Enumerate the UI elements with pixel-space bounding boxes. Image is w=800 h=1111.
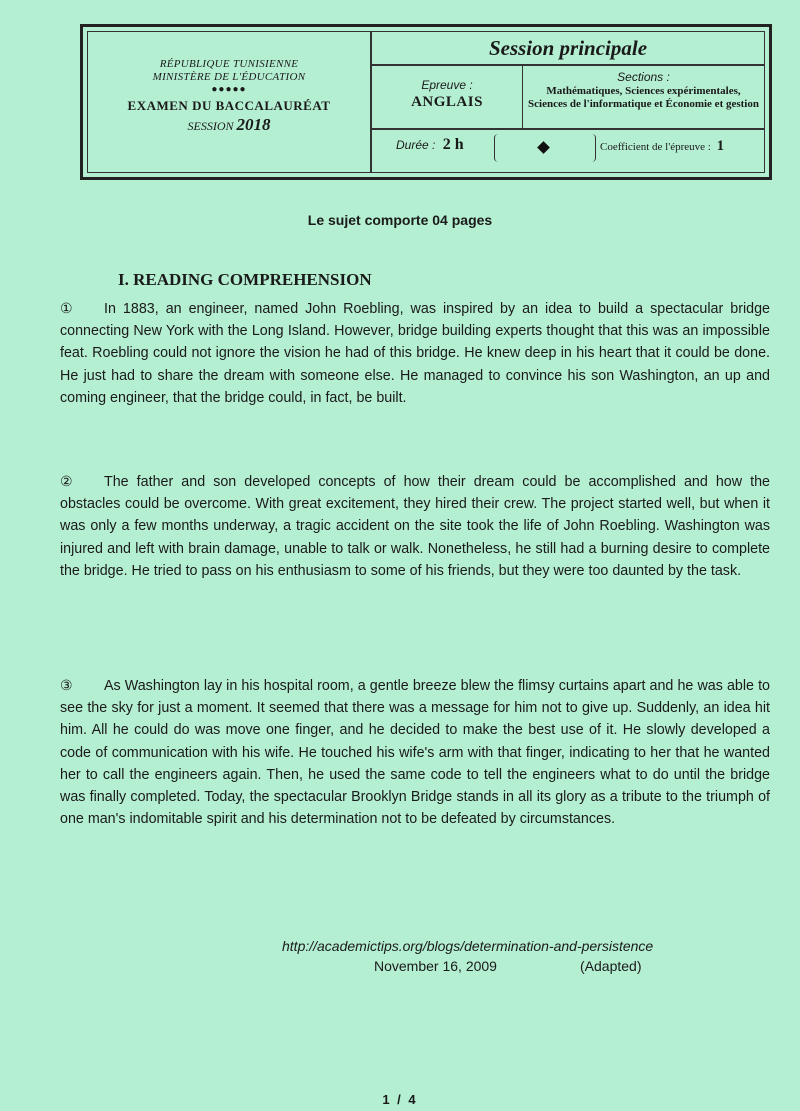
dots-separator: ●●●●● [211,84,247,95]
header-inner-frame [87,31,765,173]
source-url: http://academictips.org/blogs/determination-and-persistence [282,938,654,954]
paragraph-text: The father and son developed concepts of how their dream could be accomplished and how the obstacles could be overcome. With great excitement, they hired their crew. The project started well, but when it was only a few months underway, a tragic accident on the site took the life of John Roebling. Washington was injured and left with brain damage, unable to talk or walk. Nonetheless, he still had a burning desire to complete the bridge. He tried to pass on his enthusiasm to some of his friends, but they were too daunted by the task. [60,474,770,579]
duree-label: Durée : [396,138,436,152]
sections-value: Mathématiques, Sciences expérimentales, Sciences de l'informatique et Économie et gestion [528,85,759,110]
paragraph-number: ② [60,473,73,489]
exam-header-box [80,24,772,180]
paragraph-number: ① [60,300,73,316]
paragraph-text: In 1883, an engineer, named John Roebling, was inspired by an idea to build a spectacular bridge connecting New York with the Long Island. However, bridge building experts thought that this was an impossible feat. Roebling could not ignore the vision he had of this bridge. He knew deep in his heart that it could be done. He just had to share the dream with someone else. He managed to convince his son Washington, an up and coming engineer, that the bridge could, in fact, be built. [60,301,770,406]
session-label: SESSION [187,119,234,133]
epreuve-value: ANGLAIS [411,94,483,110]
ministry-label: MINISTÈRE DE L'ÉDUCATION [152,71,306,83]
session-year: 2018 [236,115,271,134]
session-line [88,115,370,135]
subject-row [372,66,764,130]
coefficient-field [600,138,724,155]
coef-value: 1 [716,138,725,154]
session-type: Session principale [372,32,764,66]
coef-label: Coefficient de l'épreuve : [600,141,711,153]
paragraph-1 [60,297,770,409]
section-title: I. READING COMPREHENSION [118,270,372,289]
paragraph-number: ③ [60,677,73,693]
duration-row [372,130,764,172]
epreuve-cell [372,66,523,128]
paragraph-text: As Washington lay in his hospital room, a gentle breeze blew the flimsy curtains apart and he was able to see the sky for just a moment. It seemed that there was a message for him not to give up. Suddenly, an idea hit him. All he could do was move one finger, and he decided to make the best use of it. He slowly developed a code of communication with his wife. He touched his wife's arm with that finger, indicating to her that he wanted her to call the engineers again. Then, he used the same code to tell the engineers what to do until the bridge was finally completed. Today, the spectacular Brooklyn Bridge stands in all its glory as a tribute to the triumph of one man's indomitable spirit and his determination not to be defeated by circumstances. [60,678,770,828]
paragraph-3 [60,674,770,830]
source-note: (Adapted) [580,958,642,974]
page-number: 1 / 4 [382,1092,418,1107]
duree-field [396,136,464,154]
sections-cell [523,66,764,128]
page-count-note: Le sujet comporte 04 pages [307,212,493,228]
source-date: November 16, 2009 [374,958,497,974]
diamond-icon [537,141,550,154]
exam-label: EXAMEN DU BACCALAURÉAT [127,98,331,113]
republic-label: RÉPUBLIQUE TUNISIENNE [159,58,299,70]
diamond-frame [494,134,596,162]
exam-info-block [372,32,764,172]
ministry-block [88,32,372,172]
sections-label: Sections : [617,70,670,84]
duree-value: 2 h [442,136,464,153]
paragraph-2 [60,470,770,582]
epreuve-label: Epreuve : [421,78,473,92]
